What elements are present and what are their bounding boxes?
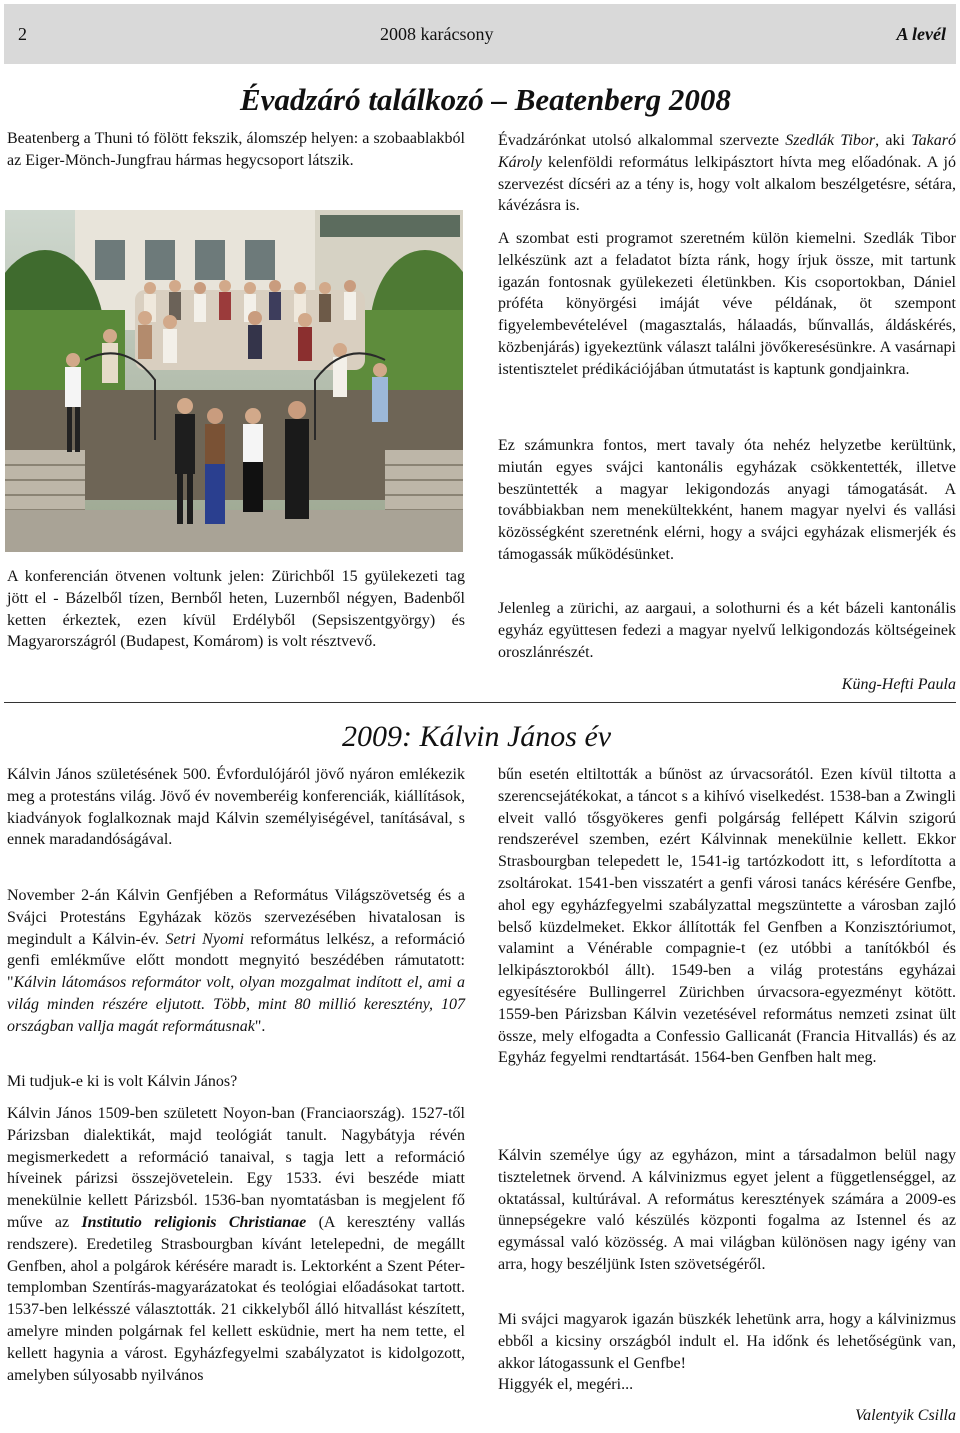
intro-paragraph: Beatenberg a Thuni tó fölött fekszik, álomszép helyen: a szobaablakból az Eiger-Mönch-Jungfrau hármas hegycsoport látszik. — [7, 130, 465, 169]
swiss-hungarians-paragraph — [498, 1309, 956, 1396]
calvin-anniversary-paragraph: Kálvin János születésének 500. Évfordulójáról jövő nyáron emlékezik meg a protestáns világ. Jövő év novemberéig konferenciák, kiállítások, kiadványok foglalkoznak majd Kálvin személyiségével, tanításával, s ennek maradandóságával. — [7, 766, 465, 849]
speaker-name: Takaró Károly — [498, 132, 957, 171]
magazine-name: A levél — [896, 24, 946, 44]
funding-paragraph: Ez számunkra fontos, mert tavaly óta nehéz helyzetbe kerültünk, miután egyes svájci kantonális egyházak csökkentették, illetve beszüntették a magyar lekigondozás anyagi támogatását. A továbbiakban nem menekültekként, hanem magyar nyelvi és vallási közösségként szeretnénk elérni, hogy a svájci egyházak elismerjék és támogassák működésünket. — [498, 437, 956, 563]
text-span: ". — [254, 1017, 266, 1035]
article-title: Évadzáró találkozó – Beatenberg 2008 — [240, 82, 731, 117]
saturday-program-paragraph: A szombat esti programot szeretném külön kiemelni. Szedlák Tibor lelkészünk azt a feladatot bízta ránk, hogy írjuk össze, mit tartunk igazán fontosnak gyülekezeti életünkben. Kis csoportokban, Dániel próféta könyörgési imáját véve példának, öt szempont figyelembevételével (magasztalás, hálaadás, bűnvallás, áldáskérés, közbenjárás) igyekeztünk választ találni jövőkeresésünkre. A vasárnapi istentisztelet prédikációjában útmutatást is kaptunk gondjainkra. — [498, 230, 956, 378]
text-span: Mi svájci magyarok igazán büszkék lehetünk arra, hogy a kálvinizmus ebből a kicsiny országból indult el. Ha időnk és lehetőségünk van, akkor látogassunk el Genfbe! — [498, 1311, 956, 1372]
text-span: Évadzárónkat utolsó alkalommal szervezte — [498, 132, 786, 149]
text-span: kelenföldi református lelkipásztort hívta meg előadónak. A jó szervezést dícséri az a tény is, hogy volt alkalom beszélgetésre, sétára, kávézásra is. — [498, 153, 956, 215]
page-number: 2 — [18, 24, 27, 44]
article2-signature: Valentyik Csilla — [855, 1407, 956, 1424]
organizer-paragraph — [498, 130, 956, 217]
cantons-paragraph: Jelenleg a zürichi, az aargaui, a solothurni és a két bázeli kantonális egyház együttesen fedezi a magyar nyelvű lelkigondozás költségeinek oroszlánrészét. — [498, 600, 956, 661]
issue-label: 2008 karácsony — [380, 24, 494, 44]
article2-title: 2009: Kálvin János év — [342, 720, 612, 753]
page-header — [4, 4, 956, 64]
calvinism-paragraph: Kálvin személye úgy az egyházon, mint a társadalmon belül nagy tiszteletnek örvend. A kálvinizmus egyet jelent a függetlenséggel, az oktatással, kultúrával. A református keresztények számára a 2009-es ünnepségekre való készülés központi fogalma az Istennel és az egymással való közösség. A mai világban különösen nagy igény van arra, hogy beszéljünk Isten szövetségéről. — [498, 1147, 956, 1273]
calvin-year-opening-paragraph — [7, 885, 465, 1038]
calvin-history-paragraph: bűn esetén eltiltották a bűnöst az úrvacsorától. Ezen kívül tiltotta a szerencsejátékokat, a táncot s a kihívó viselkedést. 1538-ban a Zwingli elveit valló tősgyökeres genfi polgárság fellépett Kálvin szigorú rendszerével szemben, ezért Kálvinnak menekülnie kellett. Ekkor Strasbourgban telepedett le, 1541-ig tartózkodott itt, s lefordította a zsoltárokat. 1541-ben visszatért a genfi városi tanács kérésére Genfbe, ahol egy egyházfegyelmi szabályzattal megszüntette a városban zajló belső küzdelmeket. Ekkor állították fel Genfben a Konzisztóriumot, valamint a Vénérable compagnie-t (ez utóbbi a tanítókból és lelkipásztorokból állt). 1549-ben a világ protestáns egyházai egyesítésére Bullingerrel Zürichben úrvacsora-egyezményt kötött. 1559-ben Párizsban Kálvin vezetésével református nemzeti zsinat ült össze, mely elfogadta a Confessio Gallicanát (Francia Hitvallás) és az Egyház fegyelmi rendtartását. 1564-ben Genfben halt meg. — [498, 766, 956, 1067]
text-span: Higgyék el, megéri... — [498, 1376, 634, 1394]
organizer-name: Szedlák Tibor — [785, 132, 876, 149]
attendance-paragraph: A konferencián ötvenen voltunk jelen: Zürichből 15 gyülekezeti tag jött el - Bázelből tízen, Bernből heten, Luzernből négyen, Badenből ketten érkeztek, ezen kívül Erdélyből (Sepsiszentgyörgy) és Magyarországról (Budapest, Komárom) is volt résztvevő. — [7, 568, 465, 651]
calvin-biography-paragraph — [7, 1103, 465, 1386]
quote: Kálvin látomásos reformátor volt, olyan mozgalmat indított el, ami a világ minden részére eljutott. Több, mint 80 millió keresztény, 107 országban vallja magát reformátusnak — [7, 974, 465, 1035]
question-line: Mi tudjuk-e ki is volt Kálvin János? — [7, 1073, 238, 1090]
text-span: Kálvin János 1509-ben született Noyon-ban (Franciaország). 1527-től Párizsban dialektikát, majd teológiát tanult. Nagybátyja révén megismerkedett a reformáció tanaival, s tagja lett a reformáció híveinek párizsi összejövetelein. Egy 1533. évi beszéde miatt menekülnie kellett Párizsból. 1536-ban nyomtatásban is megjelent fő műve az — [7, 1105, 465, 1231]
book-title: Institutio religionis Christianae — [81, 1213, 307, 1231]
group-photo-image — [5, 210, 463, 552]
text-span: (A keresztény vallás rendszere). Eredetileg Strasbourgban kívánt letelepedni, de megállt Genfben, ahol a polgárok kérésére maradt is. Lektorként a Szent Péter-templomban Szentírás-magyarázatokat és teológiai előadásokat tartott. 1537-ben lelkésszé választották. 21 cikkelyből álló hitvallást készített, amelyre minden polgárnak fel kellett esküdnie, mert ha nem tette, el kellett hagynia a várost. Egyházfegyelmi szabályzatot is kidolgozott, amelyben súlyosabb nyilvános — [7, 1213, 466, 1384]
speaker-name: Setri Nyomi — [165, 930, 244, 948]
text-span: református lelkész, a reformáció genfi emlékműve előtt mondott megnyitó beszédében rámutatott: " — [7, 930, 465, 992]
text-span: , aki — [875, 132, 912, 149]
article1-signature: Küng-Hefti Paula — [841, 676, 956, 693]
text-span: November 2-án Kálvin Genfjében a Református Világszövetség és a Svájci Protestáns Egyházak közös szervezésében hivatalosan is megindult a Kálvin-év. — [7, 887, 465, 948]
group-photo — [5, 210, 463, 552]
section-divider — [4, 702, 956, 703]
